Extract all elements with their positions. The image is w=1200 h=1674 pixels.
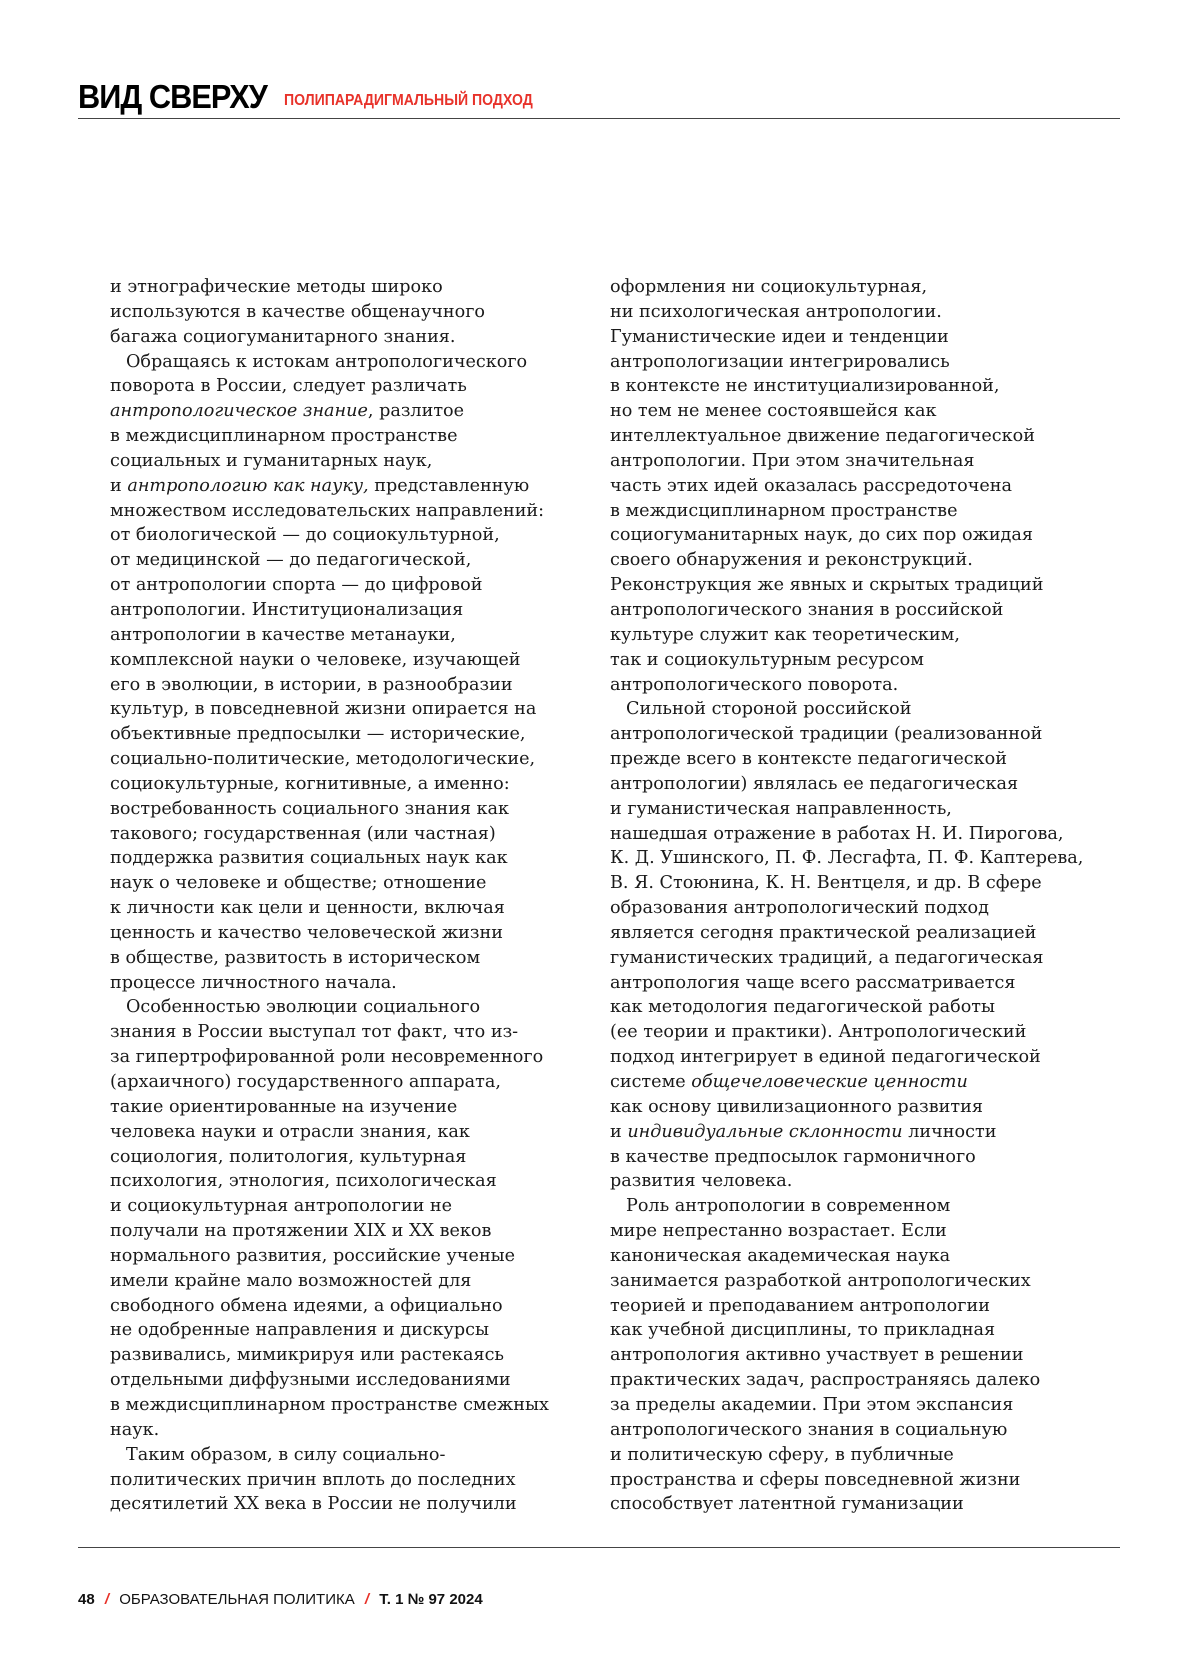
text-line: наук.	[110, 1418, 596, 1443]
issue-info: Т. 1 № 97 2024	[379, 1591, 482, 1608]
text-line: социокультурные, когнитивные, а именно:	[110, 772, 596, 797]
text-line: наук о человеке и обществе; отношение	[110, 871, 596, 896]
text-line: как методология педагогической работы	[610, 995, 1096, 1020]
section-title: ВИД СВЕРХУ	[78, 78, 267, 116]
journal-name: ОБРАЗОВАТЕЛЬНАЯ ПОЛИТИКА	[119, 1591, 355, 1608]
text-line: объективные предпосылки — исторические,	[110, 722, 596, 747]
text-line: процессе личностного начала.	[110, 971, 596, 996]
text-line: системе общечеловеческие ценности	[610, 1070, 1096, 1095]
text-line: прежде всего в контексте педагогической	[610, 747, 1096, 772]
text-line: Обращаясь к истокам антропологического	[110, 350, 596, 375]
text-line: знания в России выступал тот факт, что из-	[110, 1020, 596, 1045]
text-line: социально-политические, методологические,	[110, 747, 596, 772]
text-line: от медицинской — до педагогической,	[110, 548, 596, 573]
text-line: антропология чаще всего рассматривается	[610, 971, 1096, 996]
text-line: множеством исследовательских направлений:	[110, 499, 596, 524]
header-divider	[78, 118, 1120, 119]
text-line: свободного обмена идеями, а официально	[110, 1294, 596, 1319]
text-line: является сегодня практической реализацией	[610, 921, 1096, 946]
text-line: и этнографические методы широко	[110, 275, 596, 300]
text-line: десятилетий XX века в России не получили	[110, 1492, 596, 1517]
text-line: своего обнаружения и реконструкций.	[610, 548, 1096, 573]
text-line: багажа социогуманитарного знания.	[110, 325, 596, 350]
emphasis: индивидуальные склонности	[627, 1122, 902, 1142]
text-line: и политическую сферу, в публичные	[610, 1443, 1096, 1468]
footer-separator: /	[105, 1591, 109, 1608]
text-line: нашедшая отражение в работах Н. И. Пирогова,	[610, 822, 1096, 847]
text-line: антропологии. Институционализация	[110, 598, 596, 623]
text-line: антропологическое знание, разлитое	[110, 399, 596, 424]
text-line: но тем не менее состоявшейся как	[610, 399, 1096, 424]
text-line: в обществе, развитость в историческом	[110, 946, 596, 971]
text-line: антропологического знания в социальную	[610, 1418, 1096, 1443]
text-line: (архаичного) государственного аппарата,	[110, 1070, 596, 1095]
text-line: поддержка развития социальных наук как	[110, 846, 596, 871]
text-line: каноническая академическая наука	[610, 1244, 1096, 1269]
section-subtitle: ПОЛИПАРАДИГМАЛЬНЫЙ ПОДХОД	[284, 92, 533, 110]
text-line: К. Д. Ушинского, П. Ф. Лесгафта, П. Ф. Каптерева,	[610, 846, 1096, 871]
text-line: развития человека.	[610, 1169, 1096, 1194]
text-column-right	[610, 275, 1096, 1517]
text-line: не одобренные направления и дискурсы	[110, 1318, 596, 1343]
text-line: и антропологию как науку, представленную	[110, 474, 596, 499]
text-line: и социокультурная антропологии не	[110, 1194, 596, 1219]
text-line: культур, в повседневной жизни опирается на	[110, 697, 596, 722]
text-line: комплексной науки о человеке, изучающей	[110, 648, 596, 673]
text-line: социогуманитарных наук, до сих пор ожидая	[610, 523, 1096, 548]
text-line: образования антропологический подход	[610, 896, 1096, 921]
text-line: антропологии в качестве метанауки,	[110, 623, 596, 648]
text-line: Гуманистические идеи и тенденции	[610, 325, 1096, 350]
text-line: Сильной стороной российской	[610, 697, 1096, 722]
text-line: имели крайне мало возможностей для	[110, 1269, 596, 1294]
text-line: антропологической традиции (реализованной	[610, 722, 1096, 747]
text-line: и индивидуальные склонности личности	[610, 1120, 1096, 1145]
text-line: человека науки и отрасли знания, как	[110, 1120, 596, 1145]
text-line: антропологии) являлась ее педагогическая	[610, 772, 1096, 797]
text-line: поворота в России, следует различать	[110, 374, 596, 399]
text-line: так и социокультурным ресурсом	[610, 648, 1096, 673]
text-line: в контексте не институциализированной,	[610, 374, 1096, 399]
text-line: получали на протяжении XIX и XX веков	[110, 1219, 596, 1244]
text-line: антропологии. При этом значительная	[610, 449, 1096, 474]
text-line: пространства и сферы повседневной жизни	[610, 1468, 1096, 1493]
text-line: гуманистических традиций, а педагогическая	[610, 946, 1096, 971]
text-line: подход интегрирует в единой педагогической	[610, 1045, 1096, 1070]
text-line: теорией и преподаванием антропологии	[610, 1294, 1096, 1319]
emphasis: общечеловеческие ценности	[691, 1072, 968, 1092]
text-line: ни психологическая антропологии.	[610, 300, 1096, 325]
text-line: от антропологии спорта — до цифровой	[110, 573, 596, 598]
page-footer	[78, 1590, 483, 1610]
text-line: отдельными диффузными исследованиями	[110, 1368, 596, 1393]
text-line: интеллектуальное движение педагогической	[610, 424, 1096, 449]
text-line: востребованность социального знания как	[110, 797, 596, 822]
text-line: его в эволюции, в истории, в разнообразии	[110, 673, 596, 698]
text-line: ценность и качество человеческой жизни	[110, 921, 596, 946]
text-line: Реконструкция же явных и скрытых традиций	[610, 573, 1096, 598]
text-line: занимается разработкой антропологических	[610, 1269, 1096, 1294]
text-line: нормального развития, российские ученые	[110, 1244, 596, 1269]
text-line: антропологизации интегрировались	[610, 350, 1096, 375]
page-number: 48	[78, 1591, 95, 1608]
text-line: антропологического знания в российской	[610, 598, 1096, 623]
text-line: используются в качестве общенаучного	[110, 300, 596, 325]
text-line: оформления ни социокультурная,	[610, 275, 1096, 300]
text-line: такового; государственная (или частная)	[110, 822, 596, 847]
text-line: практических задач, распространяясь далеко	[610, 1368, 1096, 1393]
text-line: психология, этнология, психологическая	[110, 1169, 596, 1194]
text-line: от биологической — до социокультурной,	[110, 523, 596, 548]
text-line: культуре служит как теоретическим,	[610, 623, 1096, 648]
text-line: в междисциплинарном пространстве смежных	[110, 1393, 596, 1418]
text-line: часть этих идей оказалась рассредоточена	[610, 474, 1096, 499]
text-line: такие ориентированные на изучение	[110, 1095, 596, 1120]
text-line: за гипертрофированной роли несовременного	[110, 1045, 596, 1070]
text-line: развивались, мимикрируя или растекаясь	[110, 1343, 596, 1368]
text-line: политических причин вплоть до последних	[110, 1468, 596, 1493]
text-column-left	[110, 275, 596, 1517]
text-line: и гуманистическая направленность,	[610, 797, 1096, 822]
text-line: (ее теории и практики). Антропологический	[610, 1020, 1096, 1045]
text-line: мире непрестанно возрастает. Если	[610, 1219, 1096, 1244]
text-line: социальных и гуманитарных наук,	[110, 449, 596, 474]
text-line: за пределы академии. При этом экспансия	[610, 1393, 1096, 1418]
text-line: как основу цивилизационного развития	[610, 1095, 1096, 1120]
text-line: В. Я. Стоюнина, К. Н. Вентцеля, и др. В сфере	[610, 871, 1096, 896]
text-line: в междисциплинарном пространстве	[610, 499, 1096, 524]
text-line: способствует латентной гуманизации	[610, 1492, 1096, 1517]
text-line: Таким образом, в силу социально-	[110, 1443, 596, 1468]
footer-separator: /	[365, 1591, 369, 1608]
text-line: как учебной дисциплины, то прикладная	[610, 1318, 1096, 1343]
page-header	[78, 78, 1120, 118]
text-line: социология, политология, культурная	[110, 1145, 596, 1170]
emphasis: антропологическое знание	[110, 401, 368, 421]
text-line: в качестве предпосылок гармоничного	[610, 1145, 1096, 1170]
text-line: Роль антропологии в современном	[610, 1194, 1096, 1219]
emphasis: антропологию как науку,	[127, 476, 368, 496]
footer-divider	[78, 1547, 1120, 1548]
text-line: антропологического поворота.	[610, 673, 1096, 698]
text-line: Особенностью эволюции социального	[110, 995, 596, 1020]
text-line: к личности как цели и ценности, включая	[110, 896, 596, 921]
text-line: в междисциплинарном пространстве	[110, 424, 596, 449]
text-line: антропология активно участвует в решении	[610, 1343, 1096, 1368]
